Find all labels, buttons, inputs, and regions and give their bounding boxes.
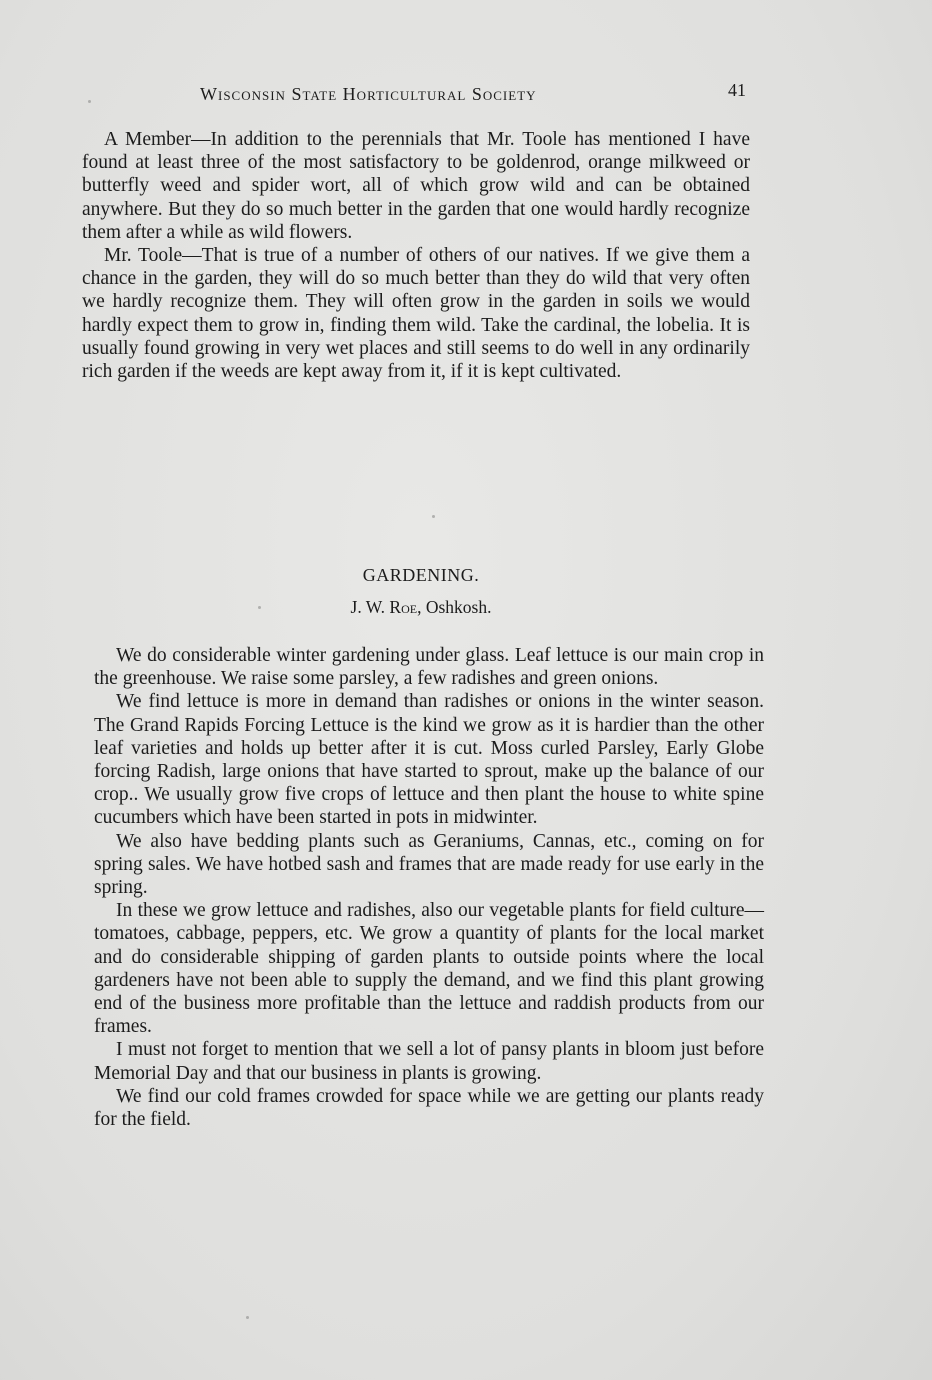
paragraph: We also have bedding plants such as Geraniums, Cannas, etc., coming on for spring sales. We have hotbed sash and frames that are made ready for use early in the spring. [94,830,764,899]
author-name: J. W. Roe [350,597,418,617]
paper-speck [432,515,435,518]
article-title: GARDENING. [362,565,480,585]
paper-speck [246,1316,249,1319]
paragraph: We do considerable winter gardening under glass. Leaf lettuce is our main crop in the greenhouse. We raise some parsley, a few radishes and green onions. [94,645,764,690]
paragraph: Mr. Toole—That is true of a number of others of our natives. If we give them a chance in the garden, they will do so much better than they do wild that very often we hardly recognize them. They will often grow in the garden in soils we would hardly expect them to grow in, finding them wild. Take the cardinal, the lobelia. It is usually found growing in very wet places and still seems to do well in any ordinarily rich garden if the weeds are kept away from it, if it is kept cultivated. [82,245,750,383]
article-byline [0,597,842,618]
page-number: 41 [728,80,746,100]
paragraph: A Member—In addition to the perennials that Mr. Toole has mentioned I have found at least three of the most satisfactory to be goldenrod, orange milkweed or butterfly weed and spider wort, all of which grow wild and can be obtained anywhere. But they do so much better in the garden that one would hardly recognize them after a while as wild flowers. [82,129,750,243]
running-head: Wisconsin State Horticultural Society [200,84,537,104]
paragraph: We find our cold frames crowded for space while we are getting our plants ready for the field. [94,1085,764,1131]
discussion-text [82,128,750,383]
article-body [94,644,764,1131]
paper-speck [258,606,261,609]
paragraph: I must not forget to mention that we sell a lot of pansy plants in bloom just before Memorial Day and that our business in plants is growing. [94,1039,764,1084]
paragraph: In these we grow lettuce and radishes, also our vegetable plants for field culture—tomatoes, cabbage, peppers, etc. We grow a quantity of plants for the local market and do considerable shipping of garden plants to outside points where the local gardeners have not been able to supply the demand, and we find this plant growing end of the business more profitable than the lettuce and raddish products from our frames. [94,900,764,1038]
paragraph: We find lettuce is more in demand than radishes or onions in the winter season. The Grand Rapids Forcing Lettuce is the kind we grow as it is hardier than the other leaf varieties and holds up better after it is cut. Moss curled Parsley, Early Globe forcing Radish, large onions that have started to sprout, make up the balance of our crop.. We usually grow five crops of lettuce and then plant the house to white spine cucumbers which have been started in pots in midwinter. [94,691,764,829]
paper-speck [88,100,91,103]
author-location: , Oshkosh. [417,597,492,617]
